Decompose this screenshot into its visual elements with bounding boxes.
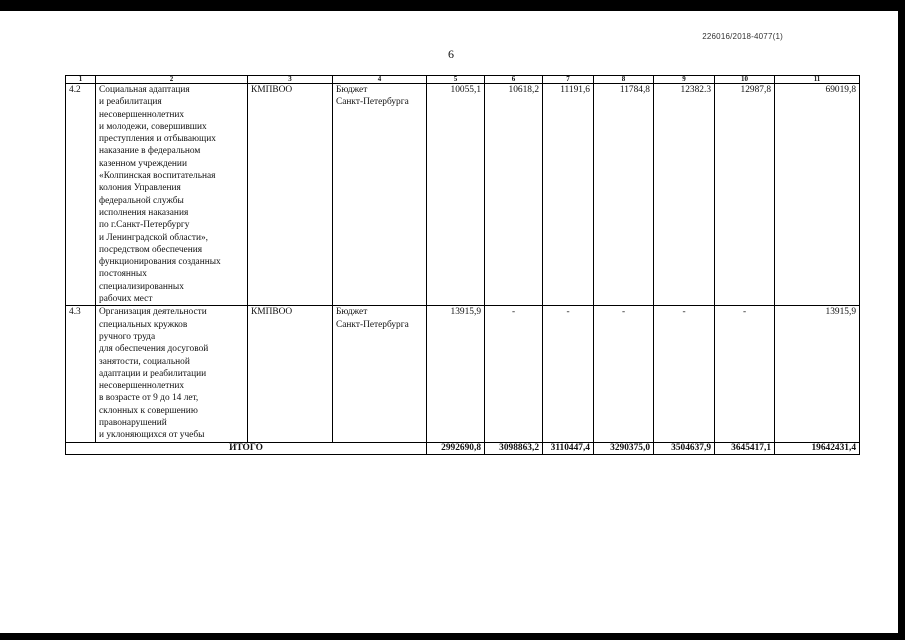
value-cell: 11191,6 [543, 84, 594, 306]
table-row [66, 84, 860, 306]
activity-description [96, 306, 248, 442]
description-line: и молодежи, совершивших [99, 121, 207, 132]
description-line: исполнения наказания [99, 207, 189, 218]
description-line: в возрасте от 9 до 14 лет, [99, 393, 199, 404]
row-number: 4.2 [66, 84, 96, 306]
description-line: посредством обеспечения [99, 244, 203, 255]
funding-source [333, 84, 427, 306]
description-line: специализированных [99, 281, 184, 292]
scan-border-top [0, 0, 905, 11]
total-value: 3645417,1 [715, 442, 775, 454]
col-header: 5 [427, 76, 485, 84]
funding-source-line: Бюджет [336, 85, 368, 95]
description-line: специальных кружков [99, 319, 188, 330]
value-cell: 12382.3 [654, 84, 715, 306]
value-cell: - [715, 306, 775, 442]
col-header: 7 [543, 76, 594, 84]
description-line: для обеспечения досуговой [99, 344, 209, 355]
col-header: 6 [485, 76, 543, 84]
program-table [65, 75, 860, 455]
value-cell-total: 13915,9 [775, 306, 860, 442]
total-value: 3110447,4 [543, 442, 594, 454]
description-line: казенном учреждении [99, 158, 187, 169]
description-line: занятости, социальной [99, 356, 190, 367]
value-cell: - [654, 306, 715, 442]
column-number-row [66, 76, 860, 84]
description-line: постоянных [99, 269, 147, 280]
executor: КМПВОО [248, 306, 333, 442]
col-header: 8 [594, 76, 654, 84]
total-row [66, 442, 860, 454]
value-cell: 13915,9 [427, 306, 485, 442]
col-header: 3 [248, 76, 333, 84]
total-value: 3098863,2 [485, 442, 543, 454]
description-line: преступления и отбывающих [99, 134, 216, 145]
scan-border-right [898, 0, 905, 640]
description-line: по г.Санкт-Петербургу [99, 220, 190, 231]
funding-source-line: Санкт-Петербурга [336, 319, 409, 330]
description-line: «Колпинская воспитательная [99, 171, 216, 182]
col-header: 11 [775, 76, 860, 84]
description-line: Социальная адаптация [99, 85, 190, 95]
description-line: рабочих мест [99, 294, 153, 305]
description-line: и реабилитация [99, 97, 162, 108]
page-number: 6 [448, 47, 454, 61]
col-header: 4 [333, 76, 427, 84]
total-value: 3290375,0 [594, 442, 654, 454]
total-value: 19642431,4 [775, 442, 860, 454]
value-cell-total: 69019,8 [775, 84, 860, 306]
description-line: наказание в федеральном [99, 146, 201, 157]
activity-description [96, 84, 248, 306]
total-label: ИТОГО [66, 442, 427, 454]
description-line: склонных к совершению [99, 405, 198, 416]
description-line: колония Управления [99, 183, 181, 194]
description-line: Организация деятельности [99, 307, 207, 318]
col-header: 1 [66, 76, 96, 84]
funding-source [333, 306, 427, 442]
value-cell: 10618,2 [485, 84, 543, 306]
description-line: и Ленинградской области», [99, 232, 208, 243]
col-header: 10 [715, 76, 775, 84]
funding-source-line: Бюджет [336, 307, 368, 318]
value-cell: - [543, 306, 594, 442]
executor: КМПВОО [248, 84, 333, 306]
scan-border-bottom [0, 633, 905, 640]
value-cell: 12987,8 [715, 84, 775, 306]
description-line: адаптации и реабилитации [99, 368, 207, 379]
total-value: 2992690,8 [427, 442, 485, 454]
description-line: функционирования созданных [99, 257, 221, 268]
total-value: 3504637,9 [654, 442, 715, 454]
document-id: 226016/2018-4077(1) [702, 32, 783, 41]
description-line: федеральной службы [99, 195, 184, 206]
value-cell: - [594, 306, 654, 442]
value-cell: 10055,1 [427, 84, 485, 306]
description-line: правонарушений [99, 418, 167, 429]
col-header: 2 [96, 76, 248, 84]
row-number: 4.3 [66, 306, 96, 442]
description-line: и уклоняющихся от учебы [99, 430, 205, 441]
value-cell: 11784,8 [594, 84, 654, 306]
table-row [66, 306, 860, 442]
description-line: ручного труда [99, 331, 156, 342]
description-line: несовершеннолетних [99, 381, 185, 392]
funding-source-line: Санкт-Петербурга [336, 97, 409, 108]
col-header: 9 [654, 76, 715, 84]
value-cell: - [485, 306, 543, 442]
description-line: несовершеннолетних [99, 109, 185, 120]
